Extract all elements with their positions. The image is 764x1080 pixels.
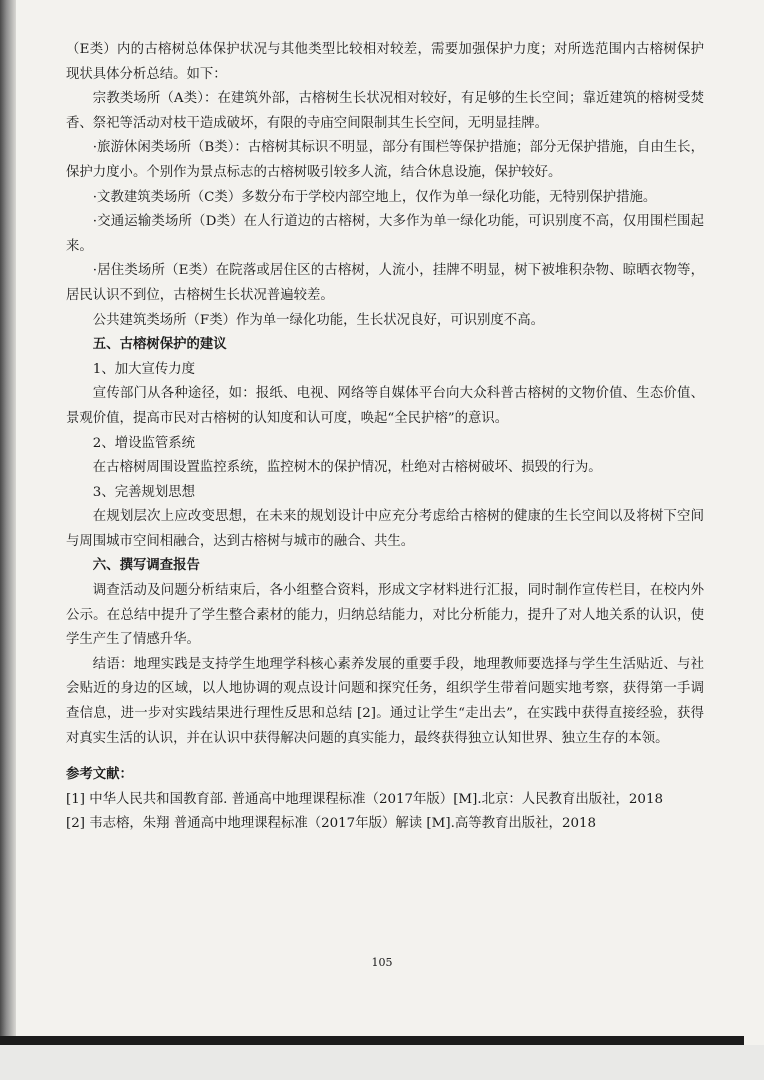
subheading-monitoring: 2、增设监管系统 <box>92 435 196 451</box>
section-heading-protection-suggestions: 五、古榕树保护的建议 <box>92 337 227 353</box>
spacer <box>66 751 704 763</box>
scan-left-edge-shadow <box>0 0 16 1080</box>
section-heading-report: 六、撰写调查报告 <box>92 558 200 574</box>
paragraph-tourism-sites: ·旅游休闲类场所（B类）：古榕树其标识不明显，部分有围栏等保护措施；部分无保护措施，自由生长，保护力度小。个别作为景点标志的古榕树吸引较多人流，结合休息设施，保护较好。 <box>66 140 704 180</box>
paragraph-conclusion: 结语：地理实践是支持学生地理学科核心素养发展的重要手段，地理教师要选择与学生生活贴近、与社会贴近的身边的区域，以人地协调的观点设计问题和探究任务，组织学生带着问题实地考察，获得第一手调查信息，进一步对实践结果进行理性反思和总结 [2]。通过让学生“走出去”，在实践中获得直接经验，获得对真实生活的认识，并在认识中获得解决问题的真实能力，最终获得独立认知世界、独立生存的本领。 <box>66 656 704 746</box>
reference-item-1: [1] 中华人民共和国教育部. 普通高中地理课程标准（2017年版）[M].北京：人民教育出版社，2018 <box>66 791 663 807</box>
paragraph-transport-sites: ·交通运输类场所（D类）在人行道边的古榕树，大多作为单一绿化功能，可识别度不高，仅用围栏围起来。 <box>66 214 704 254</box>
paragraph-e-class-intro: （E类）内的古榕树总体保护状况与其他类型比较相对较差，需要加强保护力度；对所选范围内古榕树保护现状具体分析总结。如下： <box>66 42 704 82</box>
scan-bottom-margin <box>0 1045 764 1080</box>
subheading-planning: 3、完善规划思想 <box>92 484 196 500</box>
paragraph-education-sites: ·文教建筑类场所（C类）多数分布于学校内部空地上，仅作为单一绿化功能，无特别保护措施。 <box>92 189 657 205</box>
page-number: 105 <box>371 956 393 969</box>
paragraph-publicity: 宣传部门从各种途径，如：报纸、电视、网络等自媒体平台向大众科普古榕树的文物价值、生态价值、景观价值，提高市民对古榕树的认知度和认可度，唤起“全民护榕”的意识。 <box>66 386 704 426</box>
reference-item-2: [2] 韦志榕，朱翔 普通高中地理课程标准（2017年版）解读 [M].高等教育出版社，2018 <box>66 816 597 832</box>
paragraph-report: 调查活动及问题分析结束后，各小组整合资料，形成文字材料进行汇报，同时制作宣传栏目，在校内外公示。在总结中提升了学生整合素材的能力，归纳总结能力，对比分析能力，提升了对人地关系的认识，使学生产生了情感升华。 <box>66 583 704 648</box>
paragraph-residential-sites: ·居住类场所（E类）在院落或居住区的古榕树，人流小，挂牌不明显，树下被堆积杂物、晾晒衣物等，居民认识不到位，古榕树生长状况普遍较差。 <box>66 263 704 303</box>
scan-bottom-dark-edge <box>0 1036 744 1045</box>
document-page <box>66 38 704 837</box>
subheading-publicity: 1、加大宣传力度 <box>92 361 196 377</box>
paragraph-religious-sites: 宗教类场所（A类）：在建筑外部，古榕树生长状况相对较好，有足够的生长空间；靠近建筑的榕树受焚香、祭祀等活动对枝干造成破坏，有限的寺庙空间限制其生长空间，无明显挂牌。 <box>66 91 704 131</box>
paragraph-monitoring: 在古榕树周围设置监控系统，监控树木的保护情况，杜绝对古榕树破坏、损毁的行为。 <box>92 460 602 476</box>
paragraph-planning: 在规划层次上应改变思想，在未来的规划设计中应充分考虑给古榕树的健康的生长空间以及将树下空间与周围城市空间相融合，达到古榕树与城市的融合、共生。 <box>66 509 704 549</box>
paragraph-public-building-sites: 公共建筑类场所（F类）作为单一绿化功能，生长状况良好，可识别度不高。 <box>92 312 544 328</box>
references-title: 参考文献： <box>66 767 133 783</box>
